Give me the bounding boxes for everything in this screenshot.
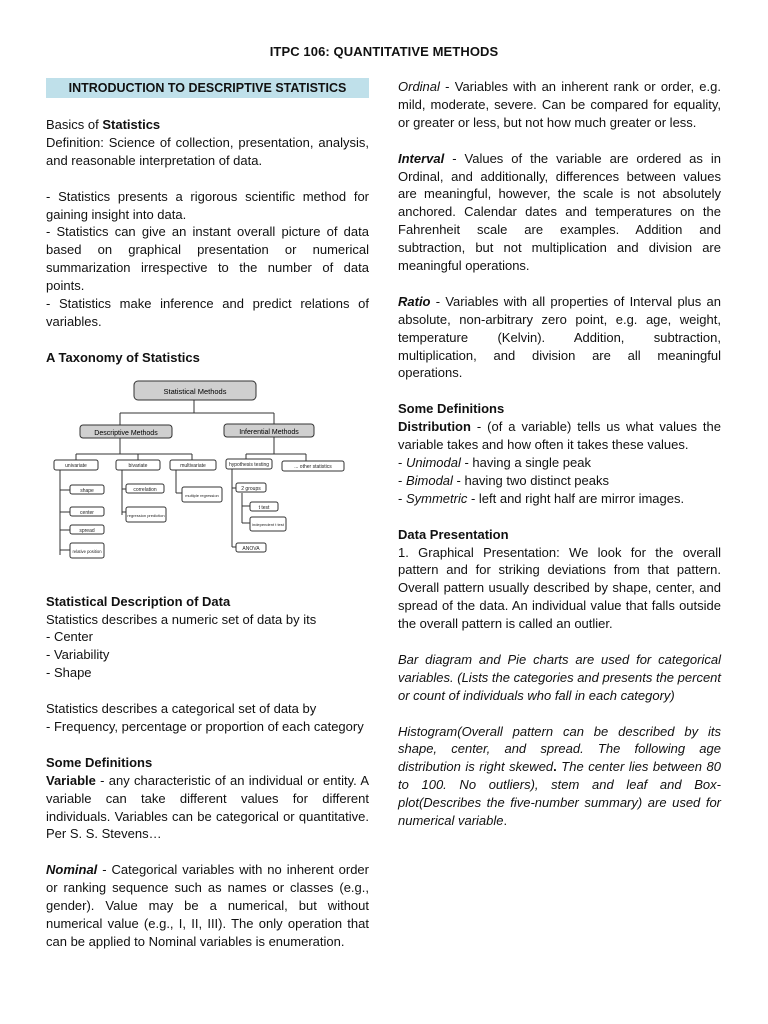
bar-pie-text: Bar diagram and Pie charts are used for categorical variables. (Lists the categories and presents the percent or count of individuals who fall in each category) bbox=[398, 651, 722, 703]
section-banner: INTRODUCTION TO DESCRIPTIVE STATISTICS bbox=[46, 78, 369, 98]
label-statistics-more: ... other statistics bbox=[294, 463, 332, 470]
label-multivariate: multivariate bbox=[180, 462, 206, 469]
right-definitions-heading: Some Definitions bbox=[398, 401, 505, 417]
taxonomy-svg bbox=[46, 375, 369, 583]
right-column bbox=[398, 78, 721, 830]
presentation-heading: Data Presentation bbox=[398, 526, 509, 542]
categorical-intro: Statistics describes a categorical set of data by bbox=[46, 701, 317, 717]
ordinal-definition: Ordinal - Variables with an inherent rank or order, e.g. mild, moderate, severe. Can be compared for equality, or greater or less, but not how much greater or less. bbox=[398, 79, 721, 130]
node-inferential-label: Inferential Methods bbox=[239, 428, 299, 436]
basics-heading: Basics of Statistics bbox=[46, 117, 161, 132]
label-multiple-regression: multiple regression bbox=[185, 492, 219, 498]
taxonomy-diagram bbox=[46, 375, 369, 583]
page-title: ITPC 106: QUANTITATIVE METHODS bbox=[269, 44, 499, 59]
stat-desc-intro: Statistics describes a numeric set of data by its bbox=[46, 611, 317, 627]
interval-definition: Interval - Values of the variable are ordered as in Ordinal, and additionally, differences between values are meaningful, however, the scale is not absolutely anchored. Calendar dates and temperatures on the Fahrenheit scale are examples. Addition and subtraction, but not multiplication and division are meaningful operations. bbox=[398, 150, 721, 274]
node-root-label: Statistical Methods bbox=[163, 386, 227, 396]
nominal-definition: Nominal - Categorical variables with no inherent order or ranking sequence such as names or classes (e.g., gender). Value may be a numerical, but without numerical value (e.g., I, II, III). The only operation that can be applied to Nominal variables is enumeration. bbox=[46, 862, 369, 949]
label-two-groups: 2 groups bbox=[241, 485, 261, 492]
distribution-item: - Unimodal - having a single peak bbox=[398, 454, 591, 470]
label-univariate: univariate bbox=[65, 462, 87, 469]
label-shape: shape bbox=[80, 487, 94, 494]
label-relative-position: relative position bbox=[72, 548, 102, 554]
bullet-2: - Statistics can give an instant overall picture of data based on graphical presentation or numerical summarization irrespective to the number of data points. bbox=[46, 224, 369, 294]
ratio-definition: Ratio - Variables with all properties of Interval plus an absolute, non-arbitrary zero point, e.g. age, weight, temperature (Kelvin). Addition, subtraction, multiplication, and division are all meaningful operations. bbox=[398, 293, 721, 381]
label-anova: ANOVA bbox=[242, 545, 260, 552]
stat-desc-item: - Center bbox=[46, 629, 93, 645]
taxonomy-heading: A Taxonomy of Statistics bbox=[46, 349, 200, 365]
stat-desc-heading: Statistical Description of Data bbox=[46, 593, 231, 609]
distribution-definition: Distribution - (of a variable) tells us what values the variable takes and how often it takes these values. bbox=[398, 419, 721, 453]
bullet-1: - Statistics presents a rigorous scientific method for gaining insight into data. bbox=[46, 188, 369, 222]
label-spread: spread bbox=[79, 527, 95, 534]
definition-text: Definition: Science of collection, presentation, analysis, and reasonable interpretation of data. bbox=[46, 134, 369, 168]
label-bivariate: bivariate bbox=[128, 462, 148, 469]
definitions-heading: Some Definitions bbox=[46, 754, 153, 770]
label-t-test: t test bbox=[258, 504, 270, 511]
variable-definition: Variable - any characteristic of an individual or entity. A variable can take different values for different individuals. Variables can be categorical or quantitative. Per S. S. Stevens… bbox=[46, 772, 369, 842]
label-hypothesis: hypothesis testing bbox=[228, 461, 270, 468]
stat-desc-item: - Variability bbox=[46, 647, 110, 663]
bullet-3: - Statistics make inference and predict relations of variables. bbox=[46, 296, 369, 329]
categorical-item: - Frequency, percentage or proportion of each category bbox=[46, 718, 364, 734]
label-independent: independent t test bbox=[252, 521, 284, 527]
distribution-item: - Bimodal - having two distinct peaks bbox=[398, 472, 609, 488]
label-regression: regression prediction bbox=[127, 512, 165, 518]
stat-desc-item: - Shape bbox=[46, 665, 92, 681]
left-column bbox=[46, 78, 369, 951]
label-correlation: correlation bbox=[133, 486, 157, 493]
histogram-text: Histogram(Overall pattern can be described by its shape, center, and spread. The following age distribution is right skewed. The center lies between 80 to 100. No outliers), stem and leaf and Box-plot(Describes the five-number summary) are used for numerical variable. bbox=[398, 723, 721, 829]
node-descriptive-label: Descriptive Methods bbox=[94, 429, 158, 437]
distribution-item: - Symmetric - left and right half are mirror images. bbox=[398, 490, 685, 506]
label-center: center bbox=[80, 509, 94, 516]
graphical-presentation: 1. Graphical Presentation: We look for the overall pattern and for striking deviations from that pattern. Overall pattern usually described by shape, center, and spread of the data. An individual value that falls outside the overall pattern is called an outlier. bbox=[398, 544, 721, 632]
